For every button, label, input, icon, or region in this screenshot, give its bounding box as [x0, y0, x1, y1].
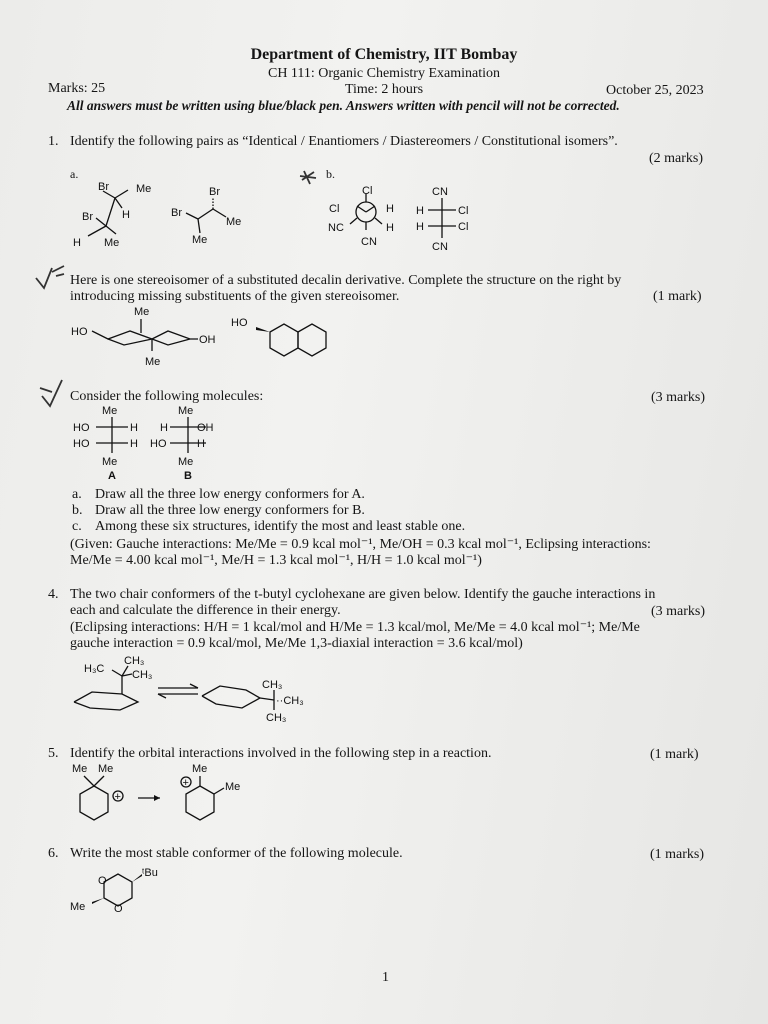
q1a-me-right-2: Me	[226, 216, 242, 228]
q1a-me-top: Me	[136, 183, 152, 195]
q1b-fischer-projection	[410, 184, 480, 254]
q1b-cl-right-1: Cl	[458, 205, 469, 217]
q1b-h-left-2: H	[416, 221, 424, 233]
q2-template-ho: HO	[231, 317, 248, 329]
q3-given-line2: Me/Me = 4.00 kcal mol⁻¹, Me/H = 1.3 kcal mol⁻¹, H/H = 1.0 kcal mol⁻¹)	[70, 553, 482, 568]
q4-ch3-right: CH₃	[132, 669, 153, 681]
q6-tbu: ᵗBu	[142, 867, 158, 879]
q3a-h-1: H	[130, 422, 138, 434]
q3c-label: c.	[72, 519, 82, 534]
q1a-me-bottom-2: Me	[192, 234, 208, 246]
course-title: CH 111: Organic Chemistry Examination	[267, 66, 500, 81]
q4-h3c-left: H₃C	[84, 663, 105, 675]
q6-o-top: O	[98, 875, 107, 887]
q5-carbocation-shift	[70, 760, 270, 826]
q3b-h-1: H	[160, 422, 168, 434]
q2-oh-right: OH	[199, 334, 216, 346]
q2-text-line2: introducing missing substituents of the given stereoisomer.	[70, 289, 400, 304]
q1-part-b: b.	[326, 167, 335, 181]
q5-me-left-2: Me	[98, 763, 114, 775]
q4-ch3-bottom: CH₃	[266, 712, 287, 724]
q3a-ho-1: HO	[73, 422, 90, 434]
q1-number: 1.	[48, 134, 59, 149]
q1-text: Identify the following pairs as “Identical / Enantiomers / Diastereomers / Constitutional isomers”.	[70, 134, 618, 149]
q1a-zigzag-structure-1	[70, 178, 160, 253]
q3a-h-2: H	[130, 438, 138, 450]
q5-number: 5.	[48, 746, 59, 761]
total-marks: Marks: 25	[48, 81, 106, 96]
q2-text-line1: Here is one stereoisomer of a substituted decalin derivative. Complete the structure on the right by	[70, 273, 622, 288]
department-title: Department of Chemistry, IIT Bombay	[250, 46, 518, 63]
q4-text-line1: The two chair conformers of the t-butyl cyclohexane are given below. Identify the gauche interactions in	[70, 587, 656, 602]
q1a-h-bottom: H	[73, 237, 81, 249]
q3-text: Consider the following molecules:	[70, 389, 264, 404]
q5-me-right: Me	[225, 781, 241, 793]
q1b-h-right: H	[386, 203, 394, 215]
q6-dioxane-structure	[68, 862, 178, 922]
q2-handwritten-tick	[30, 262, 70, 292]
q3b-me-top: Me	[178, 405, 194, 417]
q3b-me-bottom: Me	[178, 456, 194, 468]
q5-plus-2: +	[182, 777, 189, 789]
q2-me-bottom: Me	[145, 356, 161, 368]
q3a-label: a.	[72, 487, 82, 502]
q2-decalin-given	[68, 303, 233, 368]
q1b-cn-top: CN	[432, 186, 448, 198]
q4-ch3-top-2: CH₃	[262, 679, 283, 691]
q2-me-top: Me	[134, 306, 150, 318]
q2-ho-left: HO	[71, 326, 88, 338]
q3b-label: b.	[72, 503, 83, 518]
q3-given-line1: (Given: Gauche interactions: Me/Me = 0.9 kcal mol⁻¹, Me/OH = 0.3 kcal mol⁻¹, Eclipsing interactions:	[70, 537, 651, 552]
q1b-cl-left: Cl	[329, 203, 340, 215]
q1a-zigzag-structure-2	[170, 185, 250, 250]
exam-time: Time: 2 hours	[344, 82, 424, 97]
q4-marks: (3 marks)	[651, 604, 706, 619]
q4-ch3-dots: ··CH₃	[276, 695, 304, 707]
q6-o-bottom: O	[114, 903, 123, 915]
q3a-me-bottom: Me	[102, 456, 118, 468]
q3-label-a: A	[108, 470, 116, 482]
q1b-newman-projection	[326, 184, 406, 249]
q3a-text: Draw all the three low energy conformers for A.	[95, 487, 365, 502]
page-number: 1	[382, 970, 389, 985]
q1b-cl-right-2: Cl	[458, 221, 469, 233]
q4-ch3-top: CH₃	[124, 655, 145, 667]
q2-marks: (1 mark)	[653, 289, 702, 304]
q1a-me-bottom: Me	[104, 237, 120, 249]
q1-part-a: a.	[70, 167, 79, 181]
q1a-br-top: Br	[98, 181, 109, 193]
handwritten-star-mark	[298, 168, 320, 186]
q5-plus-1: +	[114, 791, 121, 803]
q3a-ho-2: HO	[73, 438, 90, 450]
q3b-ho-2: HO	[150, 438, 167, 450]
q1b-cn-bottom: CN	[361, 236, 377, 248]
q3b-oh-1: OH	[197, 422, 214, 434]
q3b-text: Draw all the three low energy conformers for B.	[95, 503, 365, 518]
q3-marks: (3 marks)	[651, 390, 706, 405]
q1a-br-left: Br	[82, 211, 93, 223]
q1b-nc-left: NC	[328, 222, 344, 234]
q3b-h-2: H	[197, 438, 205, 450]
q4-number: 4.	[48, 587, 59, 602]
pen-instruction: All answers must be written using blue/black pen. Answers written with pencil will not be corrected.	[67, 98, 620, 113]
q1-marks: (2 marks)	[649, 151, 704, 166]
q6-text: Write the most stable conformer of the following molecule.	[70, 846, 403, 861]
q6-number: 6.	[48, 846, 59, 861]
q1b-h-right-2: H	[386, 222, 394, 234]
exam-date: October 25, 2023	[606, 83, 704, 98]
q1b-cn-bottom: CN	[432, 241, 448, 253]
q3c-text: Among these six structures, identify the most and least stable one.	[95, 519, 466, 534]
q1a-h-right: H	[122, 209, 130, 221]
q2-decalin-template	[228, 312, 338, 362]
q5-me-top: Me	[192, 763, 208, 775]
q1b-cl-top: Cl	[362, 185, 373, 197]
q1a-br-left-2: Br	[171, 207, 182, 219]
q5-marks: (1 mark)	[650, 747, 699, 762]
q4-chair-axial-tbutyl	[68, 652, 168, 714]
q3a-me-top: Me	[102, 405, 118, 417]
q4-text-line3: (Eclipsing interactions: H/H = 1 kcal/mol and H/Me = 1.3 kcal/mol, Me/Me = 4.0 kcal mol⁻¹; Me/Me	[70, 620, 640, 635]
q4-equilibrium-arrows	[154, 682, 204, 702]
q1b-h-left-1: H	[416, 205, 424, 217]
q5-text: Identify the orbital interactions involved in the following step in a reaction.	[70, 746, 492, 761]
q5-me-left-1: Me	[72, 763, 88, 775]
q4-text-line4: gauche interaction = 0.9 kcal/mol, Me/Me 1,3-diaxial interaction = 3.6 kcal/mol)	[70, 636, 523, 651]
q4-text-line2: each and calculate the difference in their energy.	[70, 603, 341, 618]
q3-fischer-projections	[70, 403, 230, 485]
q4-chair-equatorial-tbutyl	[200, 676, 320, 726]
q6-marks: (1 marks)	[650, 847, 705, 862]
q3-label-b: B	[184, 470, 192, 482]
q1a-br-top-2: Br	[209, 186, 220, 198]
q6-me: Me	[70, 901, 86, 913]
